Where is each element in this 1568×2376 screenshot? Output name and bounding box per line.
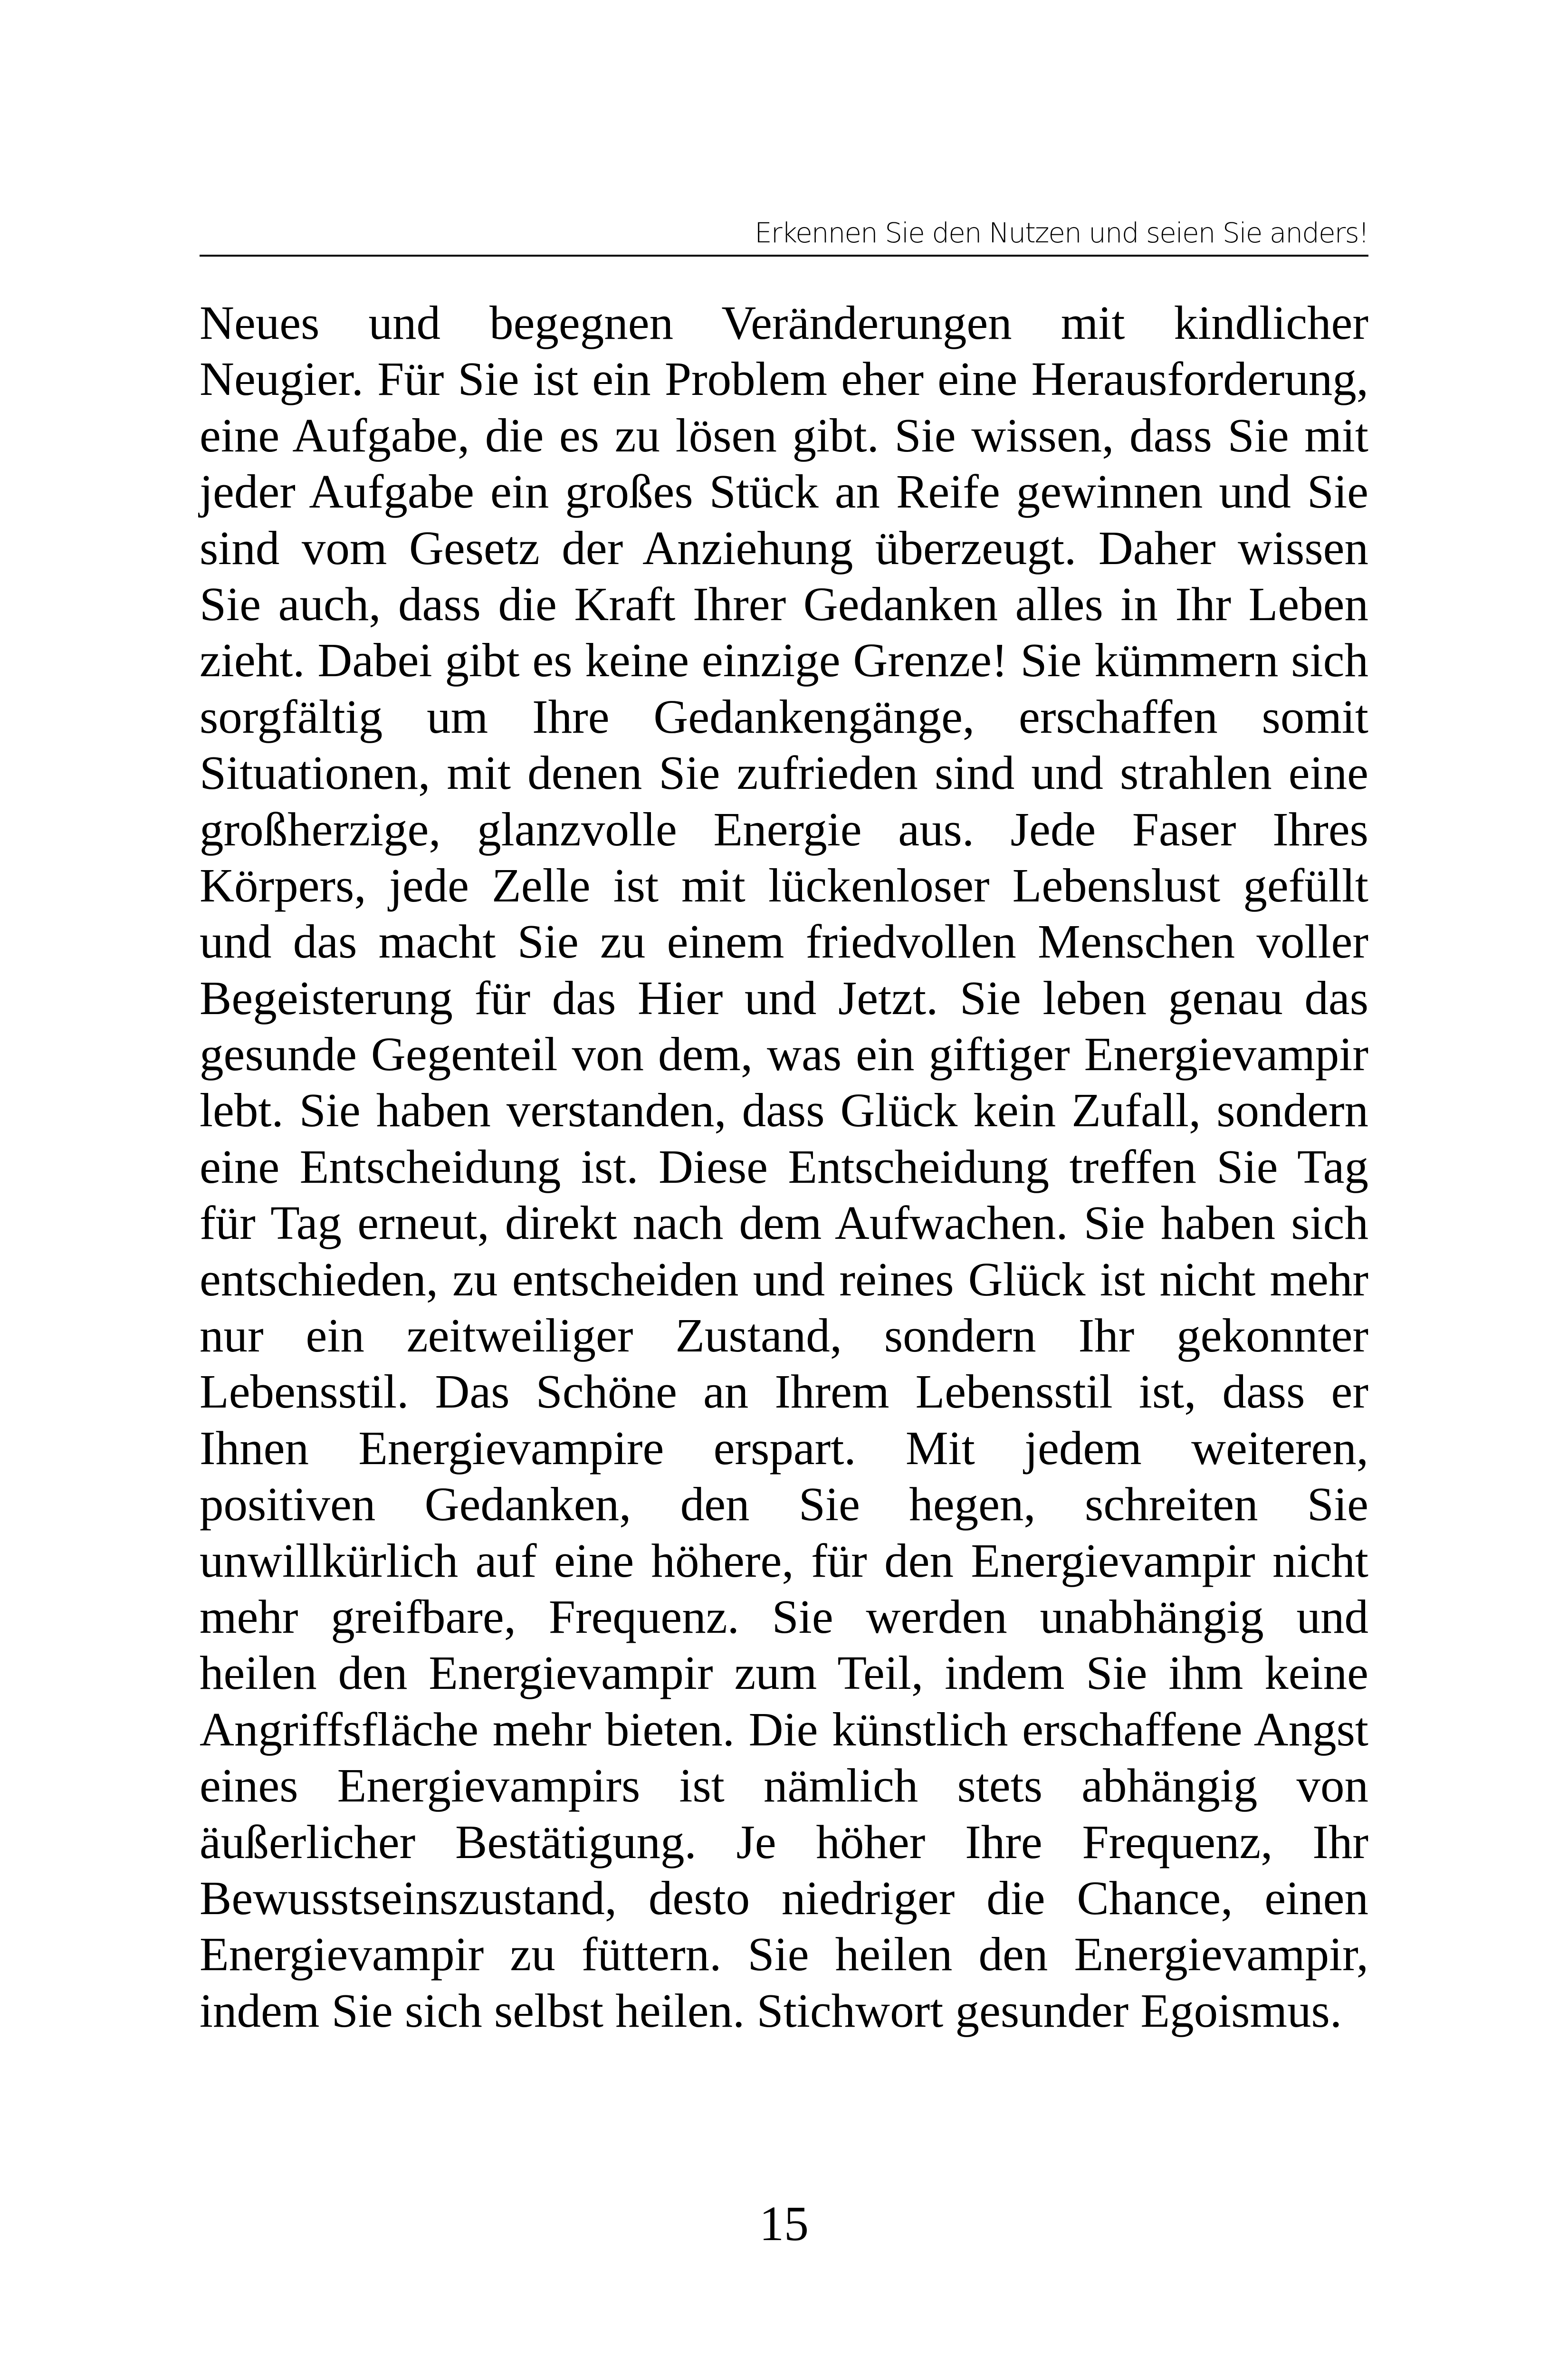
- text-line: sind vom Gesetz der Anziehung überzeugt. Daher wissen: [200, 521, 1368, 575]
- text-line: nur ein zeitweiliger Zustand, sondern Ihr gekonnter: [200, 1309, 1368, 1362]
- text-line: Begeisterung für das Hier und Jetzt. Sie leben genau das: [200, 971, 1368, 1025]
- running-title: Erkennen Sie den Nutzen und seien Sie anders!: [755, 217, 1368, 249]
- text-line: mehr greifbare, Frequenz. Sie werden unabhängig und: [200, 1590, 1368, 1643]
- text-line: Lebensstil. Das Schöne an Ihrem Lebensstil ist, dass er: [200, 1365, 1368, 1418]
- text-line: für Tag erneut, direkt nach dem Aufwachen. Sie haben sich: [200, 1196, 1368, 1250]
- text-line: Situationen, mit denen Sie zufrieden sind und strahlen eine: [200, 746, 1368, 800]
- text-line: gesunde Gegenteil von dem, was ein giftiger Energievampir: [200, 1027, 1368, 1081]
- text-line: indem Sie sich selbst heilen. Stichwort gesunder Egoismus.: [200, 1983, 1342, 2037]
- text-line: sorgfältig um Ihre Gedankengänge, erschaffen somit: [200, 690, 1368, 743]
- text-line: Körpers, jede Zelle ist mit lückenloser Lebenslust gefüllt: [200, 858, 1368, 912]
- text-line: Bewusstseinszustand, desto niedriger die Chance, einen: [200, 1871, 1368, 1925]
- text-line: Neugier. Für Sie ist ein Problem eher eine Herausforderung,: [200, 352, 1368, 406]
- text-line: entschieden, zu entscheiden und reines Glück ist nicht mehr: [200, 1252, 1368, 1306]
- text-line: eines Energievampirs ist nämlich stets abhängig von: [200, 1759, 1368, 1812]
- text-line: eine Aufgabe, die es zu lösen gibt. Sie wissen, dass Sie mit: [200, 408, 1368, 462]
- text-line: Energievampir zu füttern. Sie heilen den Energievampir,: [200, 1927, 1368, 1981]
- text-line: eine Entscheidung ist. Diese Entscheidung treffen Sie Tag: [200, 1140, 1368, 1193]
- text-line: positiven Gedanken, den Sie hegen, schreiten Sie: [200, 1477, 1368, 1531]
- text-line: jeder Aufgabe ein großes Stück an Reife gewinnen und Sie: [200, 465, 1368, 518]
- text-line: heilen den Energievampir zum Teil, indem Sie ihm keine: [200, 1646, 1368, 1700]
- text-line: Ihnen Energievampire erspart. Mit jedem weiteren,: [200, 1421, 1368, 1475]
- text-line: äußerlicher Bestätigung. Je höher Ihre Frequenz, Ihr: [200, 1815, 1368, 1868]
- text-line: lebt. Sie haben verstanden, dass Glück kein Zufall, sondern: [200, 1083, 1368, 1137]
- text-line: unwillkürlich auf eine höhere, für den Energievampir nicht: [200, 1533, 1368, 1587]
- text-line: großherzige, glanzvolle Energie aus. Jede Faser Ihres: [200, 802, 1368, 856]
- text-line: Angriffsfläche mehr bieten. Die künstlich erschaffene Angst: [200, 1702, 1368, 1756]
- body-text: [200, 295, 1368, 2039]
- text-line: und das macht Sie zu einem friedvollen Menschen voller: [200, 915, 1368, 968]
- text-line: Neues und begegnen Veränderungen mit kindlicher: [200, 296, 1368, 349]
- text-line: zieht. Dabei gibt es keine einzige Grenze! Sie kümmern sich: [200, 633, 1368, 687]
- running-header: [200, 209, 1368, 257]
- page-number: 15: [759, 2196, 809, 2251]
- text-line: Sie auch, dass die Kraft Ihrer Gedanken alles in Ihr Leben: [200, 577, 1368, 631]
